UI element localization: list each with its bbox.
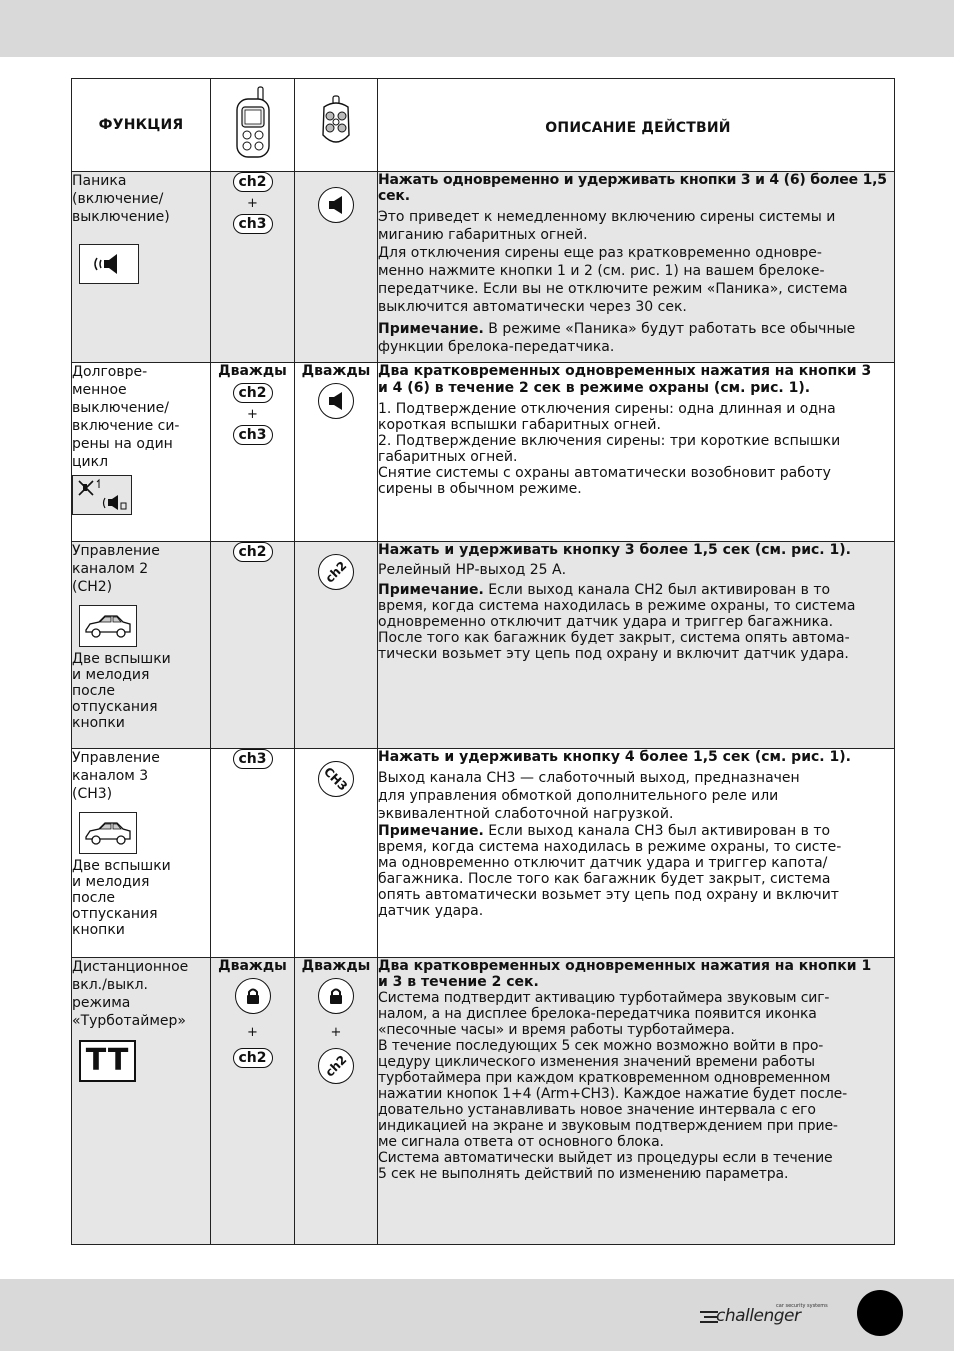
tt-icon: TT bbox=[85, 1043, 130, 1078]
speaker-button-icon bbox=[318, 383, 354, 419]
car-trunk-icon-box bbox=[79, 605, 137, 647]
table-row bbox=[72, 749, 895, 958]
plus-sign: + bbox=[247, 407, 258, 422]
function-label: Паника (включение/ выключение) bbox=[72, 173, 170, 225]
function-label: Дистанционное вкл./выкл. режима «Турботаймер» bbox=[72, 959, 189, 1029]
table-row bbox=[72, 542, 895, 749]
note-text: Если выход канала СН3 был активирован в то время, когда система находилась в режиме охраны, то систе- ма одновременно отключит датчик удара и триггер капота/ багажника. После того как багажник будет закрыт, система опять автоматически возьмет эту цепь под охрану и включит датчик удара. bbox=[378, 823, 842, 919]
row-title: Нажать и удерживать кнопку 4 более 1,5 сек (см. рис. 1). bbox=[378, 749, 851, 765]
brand-tagline: car security systems bbox=[776, 1303, 828, 1309]
twice-label: Дважды bbox=[301, 363, 371, 379]
functions-table bbox=[71, 78, 895, 1245]
row-text: Система подтвердит активацию турботаймера звуковым сиг- налом, а на дисплее брелока-передатчика появится иконка «песочные часы» и время работы турботаймера. В течение последующих 5 сек можно возможно войти в про- цедуру циклического изменения значений времени работы турботаймера при каждом кратковременном одновременном нажатии кнопок 1+4 (Arm+CH3). Каждое нажатие будет после- довательно устанавливать новое значение интервала с его индикацией на экране и звуковым подтверждением при прие- ме сигнала ответа от основного блока. Система автоматически выйдет из процедуры если в течение 5 сек не выполнять действий по изменению параметра. bbox=[378, 990, 847, 1182]
function-note: Две вспышки и мелодия после отпускания кнопки bbox=[72, 651, 171, 731]
table-row bbox=[72, 363, 895, 542]
function-label: Управление каналом 2 (СН2) bbox=[72, 543, 160, 595]
note-label: Примечание. bbox=[378, 582, 484, 598]
twice-label: Дважды bbox=[301, 958, 371, 974]
function-label: Управление каналом 3 (СН3) bbox=[72, 750, 160, 802]
lock-button-icon bbox=[318, 978, 354, 1014]
row-title: Нажать и удерживать кнопку 3 более 1,5 сек (см. рис. 1). bbox=[378, 542, 851, 558]
header-row bbox=[72, 79, 895, 172]
ch3-diagonal-button: CH3 bbox=[318, 761, 354, 797]
turbotimer-icon-box bbox=[79, 1040, 136, 1082]
top-band bbox=[0, 0, 954, 57]
ch2-key: ch2 bbox=[233, 172, 273, 192]
siren-off-icon bbox=[75, 478, 129, 512]
car-icon bbox=[83, 819, 133, 847]
twice-label: Дважды bbox=[218, 958, 287, 974]
note-label: Примечание. bbox=[378, 823, 484, 839]
note-text: Если выход канала СН2 был активирован в то время, когда система находилась в режиме охраны, то система одновременно отключит датчик удара и триггер багажника. После того как багажник будет закрыт, система опять автома- тически возьмет эту цепь под охрану и включит датчик удара. bbox=[378, 582, 856, 662]
note-text: В режиме «Паника» будут работать все обычные функции брелока-передатчика. bbox=[378, 321, 856, 355]
page-number-dot bbox=[857, 1290, 903, 1336]
plus-sign: + bbox=[247, 1025, 258, 1040]
plus-sign: + bbox=[330, 1025, 342, 1040]
function-note: Две вспышки и мелодия после отпускания кнопки bbox=[72, 858, 171, 938]
brand-logo: challenger bbox=[716, 1306, 801, 1326]
panic-icon-box bbox=[79, 244, 139, 284]
header-function: ФУНКЦИЯ bbox=[98, 117, 184, 133]
row-text: 1. Подтверждение отключения сирены: одна длинная и одна короткая вспышки габаритных огней. 2. Подтверждение включения сирены: три короткие вспышки габаритных огней. Снятие системы с охраны автоматически возобновит работу сирены в обычном режиме. bbox=[378, 401, 841, 497]
ch2-key: ch2 bbox=[233, 1048, 273, 1068]
function-label: Долговре- менное выключение/ включение си- рены на один цикл bbox=[72, 364, 180, 470]
header-description: ОПИСАНИЕ ДЕЙСТВИЙ bbox=[545, 119, 731, 136]
ch2-diagonal-button: ch2 bbox=[318, 554, 354, 590]
row-title: Два кратковременных одновременных нажатия на кнопки 1 и 3 в течение 2 сек. bbox=[378, 958, 872, 990]
siren-icon bbox=[89, 251, 129, 277]
car-hood-icon-box bbox=[79, 812, 137, 854]
ch2-key: ch2 bbox=[233, 383, 273, 403]
ch3-key: ch3 bbox=[233, 214, 273, 234]
ch2-diagonal-button: ch2 bbox=[318, 1048, 354, 1084]
remote-lcd-icon bbox=[233, 85, 273, 161]
twice-label: Дважды bbox=[218, 363, 287, 379]
bottom-band bbox=[0, 1279, 954, 1351]
row-text: Выход канала СН3 — слаботочный выход, предназначен для управления обмоткой дополнительного реле или эквивалентной слаботочной нагрузкой. bbox=[378, 770, 800, 822]
row-text-2: Для отключения сирены еще раз кратковременно одновре- менно нажмите кнопки 1 и 2 (см. рис. 1) на вашем брелоке- передатчике. Если вы не отключите режим «Паника», система выключится автоматически через 30 сек. bbox=[378, 245, 848, 315]
siren-cycle-icon-box bbox=[72, 475, 132, 515]
ch3-key: ch3 bbox=[233, 749, 273, 769]
note-label: Примечание. bbox=[378, 321, 484, 337]
table-row bbox=[72, 172, 895, 363]
plus-sign: + bbox=[247, 196, 258, 211]
speaker-button-icon bbox=[318, 187, 354, 223]
row-title: Нажать одновременно и удерживать кнопки 3 и 4 (6) более 1,5 сек. bbox=[378, 172, 887, 204]
row-text: Это приведет к немедленному включению сирены системы и миганию габаритных огней. bbox=[378, 209, 836, 243]
remote-simple-icon bbox=[319, 95, 353, 151]
row-title: Два кратковременных одновременных нажатия на кнопки 3 и 4 (6) в течение 2 сек в режиме охраны (см. рис. 1). bbox=[378, 363, 872, 396]
row-text: Релейный НР-выход 25 А. bbox=[378, 562, 567, 578]
ch2-key: ch2 bbox=[233, 542, 273, 562]
lock-button-icon bbox=[235, 978, 271, 1014]
car-icon bbox=[83, 612, 133, 640]
ch3-key: ch3 bbox=[233, 425, 273, 445]
table-row bbox=[72, 958, 895, 1245]
